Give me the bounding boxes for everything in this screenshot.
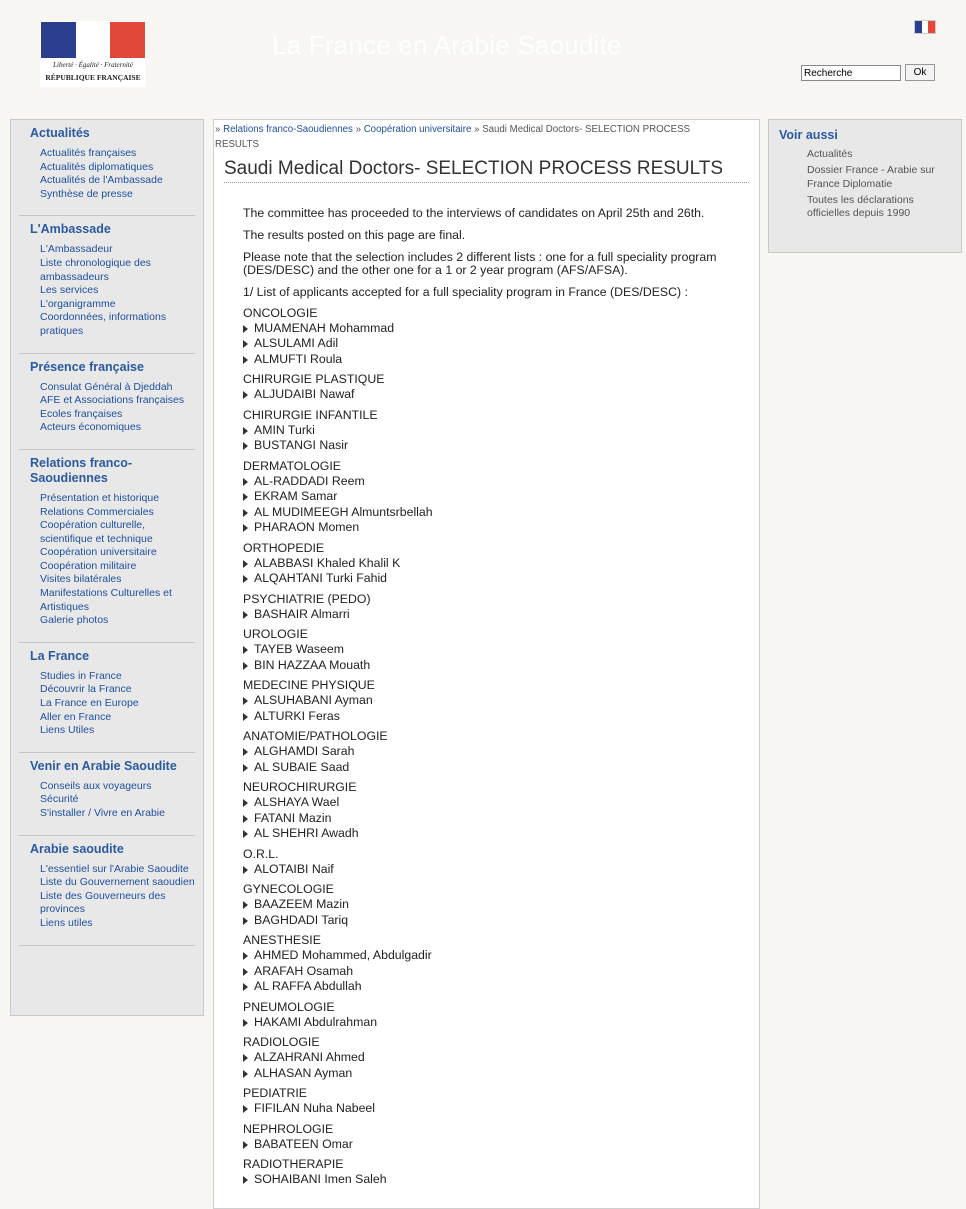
bullet-arrow-icon	[243, 356, 248, 364]
site-header	[0, 0, 966, 112]
bullet-arrow-icon	[243, 442, 248, 450]
search-input[interactable]	[801, 65, 901, 81]
speciality-heading: CHIRURGIE PLASTIQUE	[243, 372, 385, 387]
sidebar-link[interactable]: Coordonnées, informations pratiques	[40, 311, 167, 337]
doctor-list-item	[243, 1101, 743, 1117]
doctor-name: ALABBASI Khaled Khalil K	[254, 555, 401, 570]
doctor-name: ARAFAH Osamah	[254, 963, 354, 978]
bullet-arrow-icon	[243, 748, 248, 756]
sidebar-list	[19, 670, 195, 744]
bullet-arrow-icon	[243, 325, 248, 333]
sidebar-link[interactable]: Actualités de l'Ambassade	[40, 174, 163, 187]
bullet-arrow-icon	[243, 1105, 248, 1113]
bullet-arrow-icon	[243, 697, 248, 705]
sidebar-section	[19, 120, 195, 216]
bullet-arrow-icon	[243, 493, 248, 501]
speciality-heading: GYNECOLOGIE	[243, 882, 334, 897]
doctor-name: BUSTANGI Nasir	[254, 438, 349, 453]
doctor-list-item	[243, 709, 743, 725]
sidebar-link[interactable]: Acteurs économiques	[40, 421, 141, 434]
doctor-list-item	[243, 336, 743, 352]
sidebar-section-title[interactable]: Arabie saoudite	[30, 841, 124, 856]
doctor-list-item	[243, 744, 743, 760]
sidebar-link[interactable]: Aller en France	[40, 710, 112, 723]
bullet-arrow-icon	[243, 427, 248, 435]
sidebar-link[interactable]: Présentation et historique	[40, 491, 160, 504]
doctor-list-item	[243, 556, 743, 572]
sidebar-link[interactable]: Coopération militaire	[40, 559, 137, 572]
doctor-name: ALMUFTI Roula	[254, 351, 343, 366]
sidebar-section	[19, 216, 195, 353]
bullet-arrow-icon	[243, 560, 248, 568]
article-body	[243, 207, 743, 1193]
doctor-name: ALGHAMDI Sarah	[254, 744, 355, 759]
sidebar-section	[19, 836, 195, 946]
doctor-name: BAGHDADI Tariq	[254, 912, 349, 927]
speciality-heading: RADIOTHERAPIE	[243, 1157, 344, 1172]
speciality-heading: ANATOMIE/PATHOLOGIE	[243, 729, 388, 744]
doctor-name: ALSUHABANI Ayman	[254, 693, 373, 708]
speciality-heading: ONCOLOGIE	[243, 305, 318, 320]
sidebar-link[interactable]: Découvrir la France	[40, 683, 132, 696]
sidebar-section	[19, 450, 195, 643]
speciality-heading: O.R.L.	[243, 846, 279, 861]
doctor-name: FATANI Mazin	[254, 810, 332, 825]
bullet-arrow-icon	[243, 968, 248, 976]
doctor-name: ALTURKI Feras	[254, 708, 340, 723]
doctor-list-item	[243, 658, 743, 674]
main-content	[213, 119, 760, 1209]
speciality-heading: MEDECINE PHYSIQUE	[243, 678, 375, 693]
sidebar-link[interactable]: Liste des Gouverneurs des provinces	[40, 889, 166, 916]
bullet-arrow-icon	[243, 524, 248, 532]
breadcrumb-link[interactable]: Relations franco-Saoudiennes	[223, 124, 353, 135]
see-also-link[interactable]: Toutes les déclarations officielles depuis 1990	[807, 193, 914, 220]
speciality-heading: CHIRURGIE INFANTILE	[243, 407, 378, 422]
speciality-heading: RADIOLOGIE	[243, 1035, 320, 1050]
doctor-list-item	[243, 795, 743, 811]
bullet-arrow-icon	[243, 1054, 248, 1062]
sidebar-link[interactable]: Studies in France	[40, 669, 122, 682]
sidebar-link[interactable]: La France en Europe	[40, 697, 139, 710]
sidebar-link[interactable]: Liste du Gouvernement saoudien	[40, 876, 195, 889]
speciality-heading: ORTHOPEDIE	[243, 540, 325, 555]
doctor-list-item	[243, 438, 743, 454]
speciality-heading: DERMATOLOGIE	[243, 458, 341, 473]
sidebar-link[interactable]: Liens utiles	[40, 916, 93, 929]
bullet-arrow-icon	[243, 575, 248, 583]
sidebar-link[interactable]: L'essentiel sur l'Arabie Saoudite	[40, 862, 189, 875]
right-sidebar	[768, 119, 962, 253]
see-also-link[interactable]: Actualités	[807, 148, 853, 160]
logo-name: RÉPUBLIQUE FRANÇAISE	[45, 73, 141, 82]
doctor-name: SOHAIBANI Imen Saleh	[254, 1172, 387, 1187]
see-also-heading: Voir aussi	[779, 128, 838, 142]
doctor-name: ALOTAIBI Naif	[254, 861, 334, 876]
sidebar-link[interactable]: Liste chronologique des ambassadeurs	[40, 256, 151, 283]
sidebar-link[interactable]: Relations Commerciales	[40, 505, 154, 518]
sidebar-link[interactable]: Galerie photos	[40, 614, 109, 627]
doctor-list-item	[243, 913, 743, 929]
republique-francaise-logo[interactable]	[40, 21, 146, 87]
sidebar-section-title[interactable]: Actualités	[30, 126, 90, 140]
search-button[interactable]: Ok	[905, 64, 935, 81]
doctor-list-item	[243, 1066, 743, 1082]
bullet-arrow-icon	[243, 509, 248, 517]
sidebar-section-title[interactable]: La France	[30, 648, 90, 663]
speciality-heading: UROLOGIE	[243, 627, 308, 642]
site-title: La France en Arabie Saoudite	[272, 30, 622, 60]
bullet-arrow-icon	[243, 866, 248, 874]
sidebar-link[interactable]: Ecoles françaises	[40, 407, 123, 420]
see-also-list	[769, 148, 961, 221]
bullet-arrow-icon	[243, 662, 248, 670]
doctor-list-item	[243, 520, 743, 536]
doctor-list-item	[243, 1172, 743, 1188]
bullet-arrow-icon	[243, 901, 248, 909]
sidebar-section	[19, 354, 195, 450]
sidebar-link[interactable]: Coopération culturelle, scientifique et technique	[40, 519, 153, 545]
sidebar-link[interactable]: Conseils aux voyageurs	[40, 779, 152, 792]
breadcrumb-separator: »	[355, 124, 361, 135]
doctor-name: ALJUDAIBI Nawaf	[254, 387, 355, 402]
speciality-heading: NEUROCHIRURGIE	[243, 780, 357, 795]
doctor-list-item	[243, 505, 743, 521]
breadcrumb-link[interactable]: Coopération universitaire	[363, 124, 472, 135]
doctor-name: AL SHEHRI Awadh	[254, 826, 359, 841]
doctor-name: AL SUBAIE Saad	[254, 759, 350, 774]
doctor-list-item	[243, 387, 743, 403]
sidebar-section	[19, 643, 195, 753]
doctor-name: MUAMENAH Mohammad	[254, 320, 395, 335]
doctor-list-item	[243, 489, 743, 505]
sidebar-link[interactable]: L'organigramme	[40, 297, 116, 310]
doctor-name: HAKAMI Abdulrahman	[254, 1014, 378, 1029]
doctor-list-item	[243, 571, 743, 587]
page-title: Saudi Medical Doctors- SELECTION PROCESS RESULTS	[224, 158, 749, 183]
doctor-list-item	[243, 693, 743, 709]
doctor-name: ALHASAN Ayman	[254, 1065, 353, 1080]
bullet-arrow-icon	[243, 646, 248, 654]
doctor-list-item	[243, 964, 743, 980]
doctor-name: BIN HAZZAA Mouath	[254, 657, 371, 672]
doctor-list-item	[243, 862, 743, 878]
doctor-list-item	[243, 423, 743, 439]
doctor-list-item	[243, 979, 743, 995]
doctor-name: AL-RADDADI Reem	[254, 473, 365, 488]
doctor-name: ALSULAMI Adil	[254, 336, 339, 351]
doctor-name: BABATEEN Omar	[254, 1136, 353, 1151]
speciality-heading: NEPHROLOGIE	[243, 1121, 334, 1136]
bullet-arrow-icon	[243, 1070, 248, 1078]
sidebar-section-title[interactable]: Venir en Arabie Saoudite	[30, 758, 177, 773]
bullet-arrow-icon	[243, 340, 248, 348]
sidebar-link[interactable]: S'installer / Vivre en Arabie	[40, 807, 165, 819]
sidebar-link[interactable]: Liens Utiles	[40, 724, 95, 737]
sidebar-list	[19, 863, 195, 937]
doctor-list-item	[243, 642, 743, 658]
bullet-arrow-icon	[243, 917, 248, 925]
breadcrumb-current: Saudi Medical Doctors- SELECTION PROCESS RESULTS	[215, 124, 690, 150]
doctor-name: TAYEB Waseem	[254, 642, 344, 657]
sidebar-list	[19, 492, 195, 634]
sidebar-link[interactable]: Actualités diplomatiques	[40, 160, 154, 173]
sidebar-link[interactable]: Synthèse de presse	[40, 187, 133, 200]
sidebar-link[interactable]: Visites bilatérales	[40, 573, 122, 586]
doctor-list-item	[243, 948, 743, 964]
doctor-list-item	[243, 474, 743, 490]
doctor-name: AL RAFFA Abdullah	[254, 979, 362, 994]
sidebar-list	[19, 147, 195, 207]
left-sidebar	[10, 119, 204, 1016]
bullet-arrow-icon	[243, 478, 248, 486]
doctor-name: ALQAHTANI Turki Fahid	[254, 571, 388, 586]
logo-motto: Liberté · Égalité · Fraternité	[53, 61, 133, 69]
breadcrumb-separator: »	[474, 124, 480, 135]
doctor-list-item	[243, 811, 743, 827]
bullet-arrow-icon	[243, 1141, 248, 1149]
intro-paragraph: The results posted on this page are final.	[243, 227, 466, 242]
bullet-arrow-icon	[243, 983, 248, 991]
speciality-heading: PSYCHIATRIE (PEDO)	[243, 591, 371, 606]
sidebar-section	[19, 753, 195, 836]
doctor-name: EKRAM Samar	[254, 489, 338, 504]
sidebar-list	[19, 780, 195, 827]
bullet-arrow-icon	[243, 815, 248, 823]
bullet-arrow-icon	[243, 391, 248, 399]
doctor-list-item	[243, 607, 743, 623]
speciality-heading: ANESTHESIE	[243, 933, 321, 948]
sidebar-section-title[interactable]: L'Ambassade	[30, 222, 111, 237]
doctor-list-item	[243, 1015, 743, 1031]
bullet-arrow-icon	[243, 830, 248, 838]
doctor-name: ALSHAYA Wael	[254, 795, 340, 810]
doctor-list-item	[243, 826, 743, 842]
speciality-heading: PEDIATRIE	[243, 1086, 307, 1101]
bullet-arrow-icon	[243, 799, 248, 807]
sidebar-link[interactable]: Coopération universitaire	[40, 546, 157, 559]
doctor-name: AL MUDIMEEGH Almuntsrbellah	[254, 504, 433, 519]
bullet-arrow-icon	[243, 952, 248, 960]
doctor-list-item	[243, 897, 743, 913]
bullet-arrow-icon	[243, 764, 248, 772]
breadcrumb-separator: »	[215, 124, 221, 135]
doctor-name: BASHAIR Almarri	[254, 606, 350, 621]
sidebar-link[interactable]: Les services	[40, 284, 99, 297]
sidebar-section-title[interactable]: Relations franco-Saoudiennes	[30, 455, 133, 485]
doctor-name: ALZAHRANI Ahmed	[254, 1050, 365, 1065]
doctor-list-item	[243, 1137, 743, 1153]
bullet-arrow-icon	[243, 611, 248, 619]
sidebar-list	[19, 243, 195, 344]
marianne-flag-icon	[41, 22, 145, 58]
breadcrumb	[215, 122, 735, 152]
doctor-list-item	[243, 321, 743, 337]
intro-paragraph: 1/ List of applicants accepted for a full speciality program in France (DES/DESC) :	[243, 285, 688, 300]
doctor-list-item	[243, 1050, 743, 1066]
doctor-name: BAAZEEM Mazin	[254, 897, 349, 912]
sidebar-link[interactable]: Actualités françaises	[40, 147, 137, 159]
speciality-heading: PNEUMOLOGIE	[243, 999, 335, 1014]
sidebar-list	[19, 381, 195, 441]
bullet-arrow-icon	[243, 713, 248, 721]
intro-paragraph: The committee has proceeded to the interviews of candidates on April 25th and 26th.	[243, 206, 705, 220]
intro-paragraph: Please note that the selection includes 2 different lists : one for a full speciality program (DES/DESC) and the other one for a 1 or 2 year program (AFS/AFSA).	[243, 249, 717, 278]
sidebar-link[interactable]: Consulat Général à Djeddah	[40, 380, 173, 393]
doctor-list-item	[243, 352, 743, 368]
doctor-name: AHMED Mohammed, Abdulgadir	[254, 948, 432, 963]
sidebar-link[interactable]: Manifestations Culturelles et Artistiques	[40, 587, 172, 613]
french-flag-icon[interactable]	[914, 20, 936, 34]
doctor-list-item	[243, 760, 743, 776]
doctor-name: FIFILAN Nuha Nabeel	[254, 1101, 375, 1116]
bullet-arrow-icon	[243, 1019, 248, 1027]
sidebar-link[interactable]: AFE et Associations françaises	[40, 394, 185, 407]
bullet-arrow-icon	[243, 1176, 248, 1184]
see-also-link[interactable]: Dossier France - Arabie sur France Diplomatie	[807, 164, 935, 190]
doctor-name: AMIN Turki	[254, 422, 315, 437]
sidebar-link[interactable]: L'Ambassadeur	[40, 243, 113, 256]
sidebar-section-title[interactable]: Présence française	[30, 359, 144, 374]
sidebar-link[interactable]: Sécurité	[40, 793, 79, 806]
doctor-name: PHARAON Momen	[254, 520, 360, 535]
